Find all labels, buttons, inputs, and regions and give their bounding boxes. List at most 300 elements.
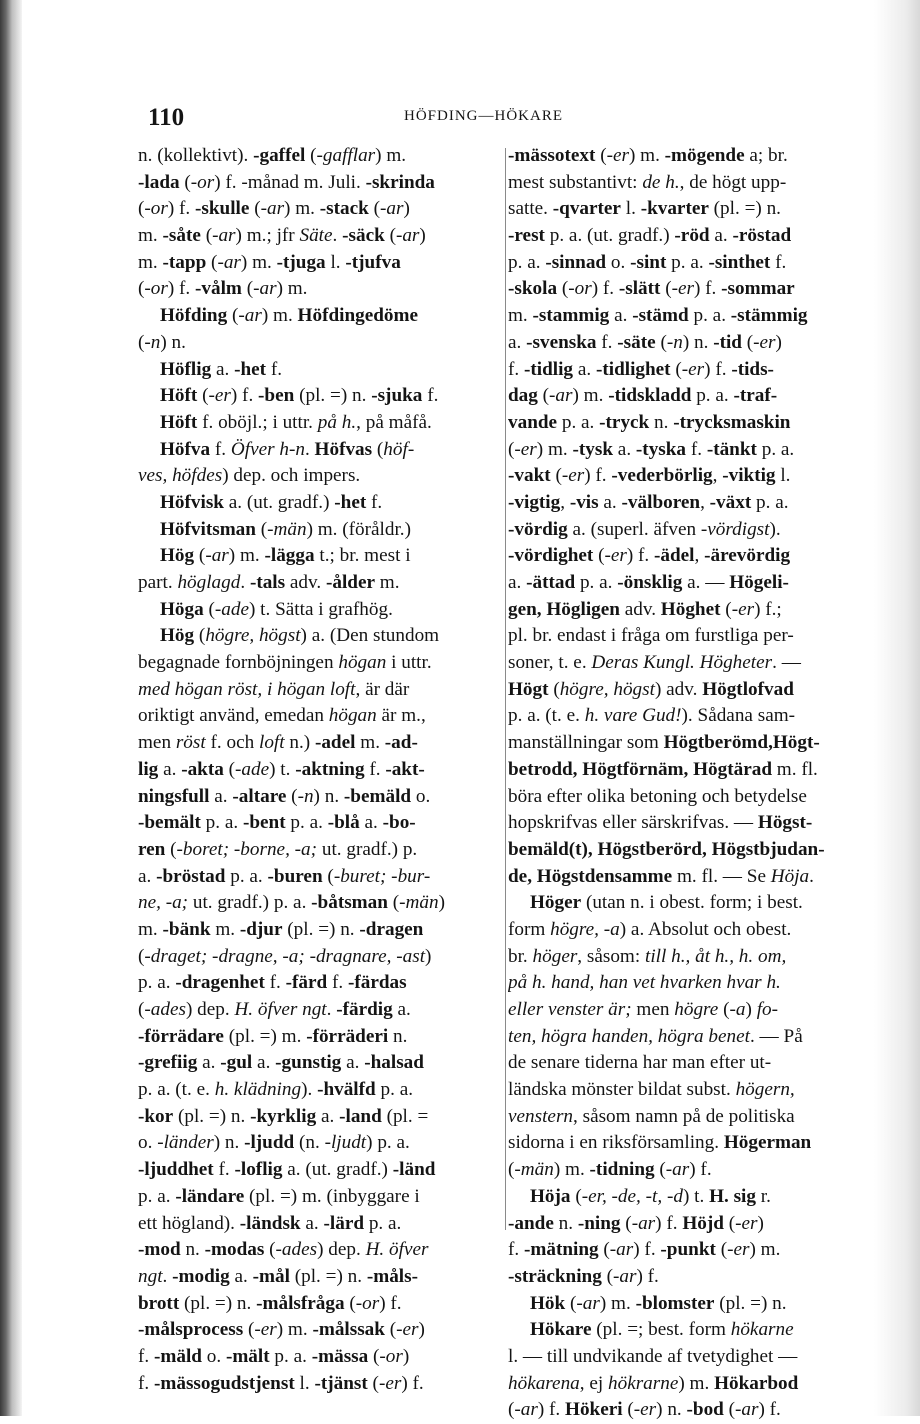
headword: Högeli- — [729, 572, 789, 593]
italic-text: på h. — [317, 411, 357, 433]
entry-text: ) a. Absolut och obest. — [619, 918, 792, 940]
headword: -lägga — [264, 545, 315, 567]
italic-text: -n — [144, 331, 161, 353]
italic-text: h. vare Gud! — [584, 705, 682, 727]
italic-text: -ar — [260, 198, 285, 220]
entry-text: l. — [294, 1372, 315, 1394]
dictionary-line — [138, 1024, 504, 1051]
entry-text: ) m. — [276, 278, 308, 300]
headword: -måls- — [366, 1265, 418, 1287]
entry-text: p. a. — [688, 305, 731, 327]
entry-text: a. — [709, 225, 733, 247]
entry-text: sidorna i en riksförsamling. — [508, 1132, 724, 1154]
entry-text: ( — [344, 1292, 356, 1314]
entry-text: l. — [775, 465, 791, 487]
entry-text: . — [326, 999, 337, 1020]
headword: -tyska — [635, 438, 687, 460]
headword: -akt- — [385, 758, 425, 780]
dictionary-line — [508, 490, 880, 517]
entry-text: ( — [654, 1159, 666, 1181]
entry-text: p. a. — [364, 1212, 402, 1234]
entry-text: (n. — [294, 1132, 325, 1154]
dictionary-line — [508, 250, 880, 277]
italic-text: hökarne — [730, 1319, 794, 1341]
entry-text: p. a. — [138, 972, 176, 994]
entry-text: ) f. — [584, 465, 612, 487]
headword: -stack — [319, 198, 369, 220]
headword: -ålder — [325, 572, 375, 593]
entry-text: ( — [622, 1399, 634, 1421]
dictionary-line — [508, 650, 880, 677]
entry-text: ) f. — [167, 198, 196, 220]
entry-text: ) — [402, 1345, 410, 1367]
headword: -tjänst — [314, 1372, 368, 1394]
entry-text: ) n. — [656, 1399, 687, 1421]
italic-text: -män — [267, 518, 307, 540]
headword: -såte — [162, 225, 201, 247]
entry-text: f. — [213, 1159, 235, 1181]
headword: -lada — [138, 171, 180, 193]
entry-text: ( — [368, 198, 380, 220]
headword: -ländsk — [239, 1212, 301, 1234]
entry-text: a. — [316, 1105, 340, 1127]
italic-text: -ade — [235, 758, 270, 780]
headword: -ädel — [654, 545, 695, 567]
dictionary-line — [138, 1264, 504, 1291]
entry-text: ) f. — [636, 1265, 659, 1287]
headword: -mässa — [311, 1345, 369, 1367]
dictionary-line — [138, 784, 504, 811]
italic-text: -ar — [576, 1292, 600, 1314]
dictionary-line — [138, 276, 504, 303]
headword: -sint — [630, 251, 667, 273]
entry-text: a. — [197, 1052, 221, 1074]
headword: -tids- — [731, 358, 774, 380]
entry-text: f. — [366, 491, 383, 513]
entry-text: är m., — [376, 705, 426, 727]
italic-text: -män — [399, 892, 439, 914]
entry-text: p. a. — [375, 1079, 414, 1101]
entry-text: ) t. — [682, 1185, 710, 1207]
headword: -röd — [674, 225, 710, 247]
entry-text: ) dep. — [317, 1239, 366, 1261]
entry-text: p. a. — [269, 1345, 312, 1367]
headword: -stammig — [532, 305, 610, 327]
entry-text: satte. — [508, 198, 553, 220]
entry-text: ) m. — [375, 145, 407, 166]
headword: Höfdingedöme — [297, 305, 419, 327]
entry-text: n. — [553, 1212, 578, 1234]
dictionary-line — [508, 543, 880, 570]
entry-text: f. — [596, 331, 618, 353]
headword: -viktig — [722, 465, 776, 487]
italic-text: -er — [681, 358, 705, 380]
dictionary-line — [138, 1104, 504, 1131]
dictionary-line — [508, 997, 880, 1024]
italic-text: ves, höfdes — [138, 465, 223, 487]
italic-text: höf- — [383, 438, 415, 460]
italic-text: höglagd — [177, 572, 241, 593]
headword: -tänkt — [706, 438, 757, 460]
entry-text: ) m. — [276, 1319, 313, 1341]
entry-text: ( — [670, 358, 682, 380]
headword: -mässotext — [508, 145, 596, 166]
entry-text: . — [304, 438, 315, 460]
entry-text: ( — [715, 1239, 728, 1261]
italic-text: högre — [674, 999, 719, 1020]
entry-text: mest substantivt: — [508, 171, 643, 193]
headword: -ättad — [526, 572, 576, 593]
entry-text: ( — [138, 945, 145, 967]
dictionary-line — [508, 303, 880, 330]
italic-text: -ar — [212, 225, 236, 247]
headword: -bröstad — [156, 865, 226, 887]
dictionary-line — [508, 517, 880, 544]
entry-text: a. — [609, 305, 633, 327]
entry-text: hopskrifvas eller särskrifvas. — — [508, 812, 758, 834]
entry-text: ett högland). — [138, 1212, 240, 1234]
entry-text: f. — [138, 1372, 154, 1394]
entry-text: ) — [419, 225, 426, 247]
entry-text: ) — [757, 1212, 764, 1234]
dictionary-line — [508, 437, 880, 464]
entry-text: a. — [508, 572, 527, 593]
dictionary-line — [508, 196, 880, 223]
entry-text: p. a. — [691, 385, 734, 407]
dictionary-line — [508, 810, 880, 837]
headword: -djur — [239, 918, 283, 940]
italic-text: -boret; -borne, -a; — [176, 838, 318, 860]
dictionary-line — [508, 757, 880, 784]
dictionary-line — [508, 1157, 880, 1184]
italic-text: -buret; -bur- — [333, 865, 431, 887]
headword: -qvarter — [552, 198, 621, 220]
entry-text: n. (kollektivt). — [138, 145, 254, 166]
dictionary-line — [138, 890, 504, 917]
entry-text: ( — [537, 385, 550, 407]
italic-text: -ades — [144, 999, 186, 1020]
entry-text: p. a. — [225, 865, 268, 887]
entry-text: ) f. — [704, 358, 732, 380]
entry-text: , såsom namn på de politiska — [573, 1105, 795, 1127]
dictionary-line — [138, 1371, 504, 1398]
italic-text: H. öfver — [365, 1239, 429, 1261]
entry-text: n. — [388, 1025, 408, 1047]
entry-text: böra efter olika betoning och betydelse — [508, 785, 807, 807]
dictionary-line — [138, 410, 504, 437]
italic-text: Deras Kungl. Högheter — [591, 652, 773, 674]
italic-text: fo- — [756, 999, 779, 1020]
entry-text: ) m. — [678, 1372, 715, 1394]
entry-text: ( — [723, 1399, 736, 1421]
entry-text: ) n. — [160, 331, 186, 353]
entry-text: a. — [359, 812, 383, 834]
dictionary-line — [138, 1237, 504, 1264]
entry-text: ( — [367, 1372, 379, 1394]
entry-text: ). Sådana sam- — [681, 705, 796, 727]
italic-text: -or — [355, 1292, 380, 1314]
entry-text: ) dep. och impers. — [222, 465, 361, 487]
dictionary-line — [138, 1291, 504, 1318]
entry-text: ) f. -månad m. Juli. — [214, 171, 366, 193]
entry-text: l. — till undvikande af tvetydighet — — [508, 1345, 798, 1367]
dictionary-line — [508, 1184, 880, 1211]
entry-text: i uttr. — [386, 652, 432, 674]
italic-text: -ar — [613, 1265, 637, 1287]
headword: Höflig — [160, 358, 212, 380]
italic-text: -or — [379, 1345, 403, 1367]
dictionary-line — [138, 303, 504, 330]
dictionary-line — [138, 517, 504, 544]
italic-text: till h., åt h., h. om, — [645, 945, 787, 967]
dictionary-line — [138, 1211, 504, 1238]
entry-text: a. — [209, 785, 233, 807]
entry-text: l. — [620, 198, 641, 220]
entry-text: m. — [355, 732, 385, 754]
entry-text: ( — [557, 278, 569, 300]
entry-text: ut. gradf.) p. — [317, 838, 418, 860]
italic-text: -or — [144, 278, 168, 300]
headword: -kvarter — [640, 198, 709, 220]
dictionary-line — [508, 1291, 880, 1318]
dictionary-line — [138, 357, 504, 384]
entry-text: ) — [745, 999, 757, 1020]
dictionary-line — [138, 1050, 504, 1077]
entry-text: ( — [508, 1159, 515, 1181]
entry-text: soner, t. e. — [508, 652, 592, 674]
entry-text: ( — [598, 1239, 610, 1261]
headword: -tjufva — [345, 251, 401, 273]
headword: -säte — [617, 331, 656, 353]
entry-text: ( — [741, 331, 754, 353]
entry-text: ( — [718, 999, 730, 1020]
italic-text: -ar — [238, 305, 262, 327]
entry-text: ( — [206, 251, 218, 273]
page-number: 110 — [148, 104, 185, 131]
entry-text: p. a. — [285, 812, 328, 834]
dictionary-line — [508, 1317, 880, 1344]
entry-text: ) m. — [261, 305, 298, 327]
headword: -mätning — [523, 1239, 599, 1261]
entry-text: a. (ut. gradf.) — [223, 491, 335, 513]
headword: Hög — [160, 625, 195, 647]
headword: -dragen — [359, 918, 424, 940]
headword: Höghet — [660, 598, 721, 620]
italic-text: -er — [254, 1319, 277, 1341]
entry-text: ( — [595, 145, 607, 166]
entry-text: . — På — [749, 1025, 803, 1047]
headword: -färd — [285, 972, 328, 994]
entry-text: p. a. — [575, 572, 618, 593]
dictionary-line — [508, 623, 880, 650]
headword: -punkt — [660, 1239, 716, 1261]
headword: -slätt — [618, 278, 661, 300]
entry-text: ) f. — [758, 1399, 781, 1421]
dictionary-line — [138, 703, 504, 730]
italic-text: -er — [753, 331, 776, 353]
entry-text: r. — [755, 1185, 771, 1207]
headword: -hvälfd — [317, 1079, 376, 1101]
entry-text: ) — [775, 331, 782, 353]
dictionary-line — [508, 1211, 880, 1238]
entry-text: ) m. — [599, 1292, 636, 1314]
entry-text: (pl. =) n. — [294, 385, 372, 407]
entry-text: (pl. =) n. — [714, 1292, 787, 1314]
entry-text: ( — [593, 545, 605, 567]
headword: -mål — [252, 1265, 290, 1287]
dictionary-line — [138, 1157, 504, 1184]
entry-text: ) m. — [628, 145, 665, 166]
headword: -halsad — [364, 1052, 424, 1074]
italic-text: hökrarne — [608, 1372, 679, 1394]
entry-text: ( — [200, 225, 213, 247]
entry-text: ) t. — [269, 758, 296, 780]
entry-text: ) m. (föråldr.) — [306, 518, 411, 540]
entry-text: (pl. =) n. — [173, 1105, 251, 1127]
dictionary-line — [508, 597, 880, 624]
entry-text: ) m.; jfr — [235, 225, 300, 247]
entry-text: a. — [508, 331, 527, 353]
entry-text: a. — [613, 438, 636, 460]
entry-text: ) f. — [626, 545, 655, 567]
entry-text: a. — [392, 999, 411, 1020]
headword: -vakt — [508, 465, 551, 487]
italic-text: h. klädning — [214, 1079, 302, 1101]
headword: -traf- — [733, 385, 778, 407]
headword: -kor — [138, 1105, 174, 1127]
italic-text: -ar — [609, 1239, 634, 1261]
italic-text: -länder — [157, 1132, 214, 1154]
headword: Höft — [160, 411, 198, 433]
headword: -målssak — [312, 1319, 385, 1341]
headword: -skulle — [195, 198, 250, 220]
headword: Höfding — [160, 305, 228, 327]
headword: -aktning — [295, 758, 365, 780]
italic-text: -er — [514, 438, 537, 460]
dictionary-line — [138, 223, 504, 250]
headword: Högerman — [723, 1132, 812, 1154]
italic-text: med högan röst, i högan loft — [138, 678, 356, 700]
italic-text: -ar — [549, 385, 573, 407]
headword: -adel — [314, 732, 356, 754]
entry-text: ) f. — [167, 278, 196, 300]
headword: -sinnad — [545, 251, 607, 273]
headword: -sträckning — [508, 1265, 602, 1287]
dictionary-line — [508, 570, 880, 597]
headword: -grefiig — [138, 1052, 198, 1074]
headword: -välboren — [621, 491, 701, 513]
entry-text: a; br. — [744, 145, 788, 166]
entry-text: f. — [770, 251, 787, 273]
italic-text: loft — [258, 732, 285, 754]
entry-text: ( — [720, 598, 732, 620]
headword: gen, Högligen — [508, 598, 620, 620]
headword: -skola — [508, 278, 558, 300]
entry-text: f. och — [205, 732, 259, 754]
italic-text: -ar — [253, 278, 277, 300]
headword: Höfvas — [314, 438, 373, 460]
italic-text: -er — [561, 465, 585, 487]
entry-text: p. a. — [508, 251, 546, 273]
headword: -vederbörlig — [611, 465, 713, 487]
entry-text: ( — [249, 198, 261, 220]
dictionary-line — [508, 784, 880, 811]
entry-text: pl. br. endast i fråga om furstliga per- — [508, 625, 794, 647]
entry-text: a. — [211, 358, 235, 380]
headword: -mält — [225, 1345, 270, 1367]
dictionary-line — [508, 970, 880, 997]
headword: -sommar — [721, 278, 795, 300]
entry-text: , ej — [579, 1372, 609, 1394]
italic-text: eller venster är; — [508, 999, 632, 1020]
italic-text: -er — [396, 1319, 419, 1341]
entry-text: o. — [201, 1345, 226, 1367]
italic-text: -er — [727, 1239, 750, 1261]
entry-text: ) f. — [230, 385, 259, 407]
headword: Höfvisk — [160, 491, 224, 513]
headword: -modas — [204, 1239, 265, 1261]
entry-text: ( — [387, 892, 400, 914]
headword: betrodd, Högtförnäm, Högtärad — [508, 758, 772, 780]
headword: -buren — [267, 865, 323, 887]
entry-text: ) f. — [693, 278, 722, 300]
dictionary-line — [138, 437, 504, 464]
dictionary-line — [508, 410, 880, 437]
entry-text: a. — [158, 758, 182, 780]
entry-text: a. — [229, 1265, 253, 1287]
entry-text: . — — [772, 652, 801, 674]
headword: Högst- — [757, 812, 813, 834]
entry-text: p. a. — [751, 491, 789, 513]
italic-text: de h. — [642, 171, 680, 193]
headword: -rest — [508, 225, 545, 247]
entry-text: f. — [264, 972, 286, 994]
entry-text: ( — [197, 385, 209, 407]
entry-text: (pl. =) n. — [708, 198, 781, 220]
entry-text: (pl. = — [381, 1105, 429, 1127]
entry-text: ) — [418, 1319, 425, 1341]
headword: Höja — [530, 1185, 571, 1207]
headword: -förräderi — [306, 1025, 389, 1047]
entry-text: , de högt upp- — [679, 171, 787, 193]
headword: Högtlofvad — [702, 678, 794, 700]
headword: vande — [508, 411, 558, 433]
italic-text: -ar — [217, 251, 241, 273]
entry-text: p. a. (ut. gradf.) — [544, 225, 675, 247]
headword: -ländare — [175, 1185, 245, 1207]
entry-text: ) m. — [749, 1239, 781, 1261]
entry-text: f. — [364, 758, 386, 780]
entry-text: f. — [686, 438, 707, 460]
entry-text: a. — [573, 358, 596, 380]
headword: -gaffel — [253, 145, 306, 166]
dictionary-line — [138, 383, 504, 410]
entry-text: ( — [368, 1345, 380, 1367]
entry-text: p. a. — [557, 411, 600, 433]
italic-text: -er — [735, 1212, 758, 1234]
dictionary-line — [138, 330, 504, 357]
dictionary-line — [508, 864, 880, 891]
entry-text: , — [694, 545, 705, 567]
entry-text: p. a. — [200, 812, 243, 834]
headword: -trycksmaskin — [673, 411, 791, 433]
dictionary-line — [508, 1024, 880, 1051]
headword: -bänk — [162, 918, 211, 940]
entry-text: (pl. =) n. — [179, 1292, 257, 1314]
entry-text: ut. gradf.) p. a. — [188, 892, 312, 914]
entry-text: ( — [241, 278, 254, 300]
entry-text: t.; br. mest i — [314, 545, 411, 567]
